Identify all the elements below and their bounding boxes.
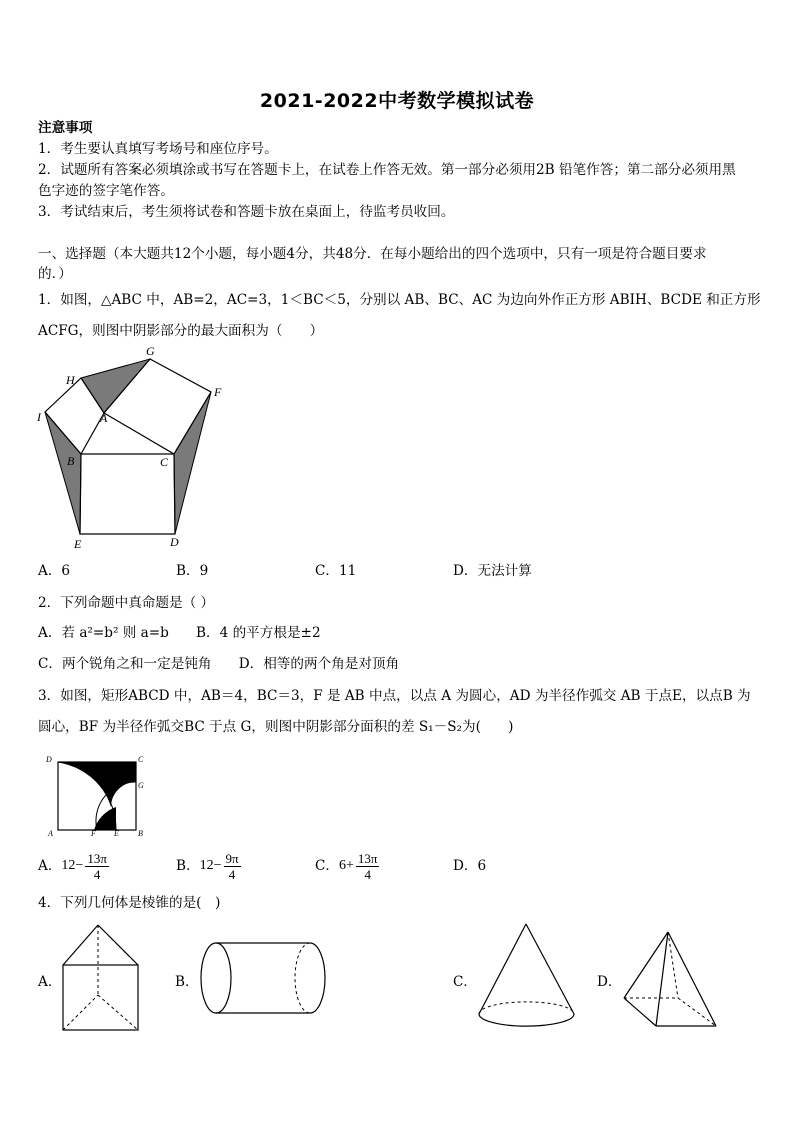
q4-prism-figure bbox=[58, 920, 144, 1034]
q4-option-a-label: A． bbox=[38, 974, 62, 990]
note-item: 1．考生要认真填写考场号和座位序号。 bbox=[38, 141, 278, 157]
q3-option-c: C． 6+ $\frac{13\pi}{4}$ bbox=[315, 850, 378, 882]
q3-option-b: B． 12− $\frac{9\pi}{4}$ bbox=[176, 850, 239, 882]
q1-stem-cont: ACFG，则图中阴影部分的最大面积为（ ） bbox=[38, 323, 324, 339]
q4-pyramid-figure bbox=[618, 926, 722, 1032]
fig-label: A bbox=[100, 411, 108, 425]
note-item: 色字迹的签字笔作答。 bbox=[38, 183, 174, 199]
fig-label: B bbox=[67, 454, 75, 468]
q3-figure bbox=[44, 752, 148, 838]
q4-stem: 4．下列几何体是棱锥的是( ) bbox=[38, 895, 221, 911]
q1-option-d: D．无法计算 bbox=[453, 563, 532, 579]
notes-heading: 注意事项 bbox=[38, 120, 93, 136]
q1-option-b: B．9 bbox=[176, 563, 209, 579]
fig-label: H bbox=[66, 373, 75, 387]
q1-option-a: A．6 bbox=[38, 563, 71, 579]
q3-option-d: D．6 bbox=[453, 858, 487, 874]
q4-cone-figure bbox=[474, 920, 580, 1032]
q4-option-d-label: D． bbox=[597, 974, 622, 990]
fig-label: E bbox=[74, 537, 82, 551]
q1-option-c: C．11 bbox=[315, 563, 357, 579]
fig-label: F bbox=[214, 385, 222, 399]
fig-label: G bbox=[138, 781, 144, 790]
section-heading: 一、选择题（本大题共12个小题，每小题4分，共48分．在每小题给出的四个选项中，只有一项是符合题目要求 bbox=[38, 246, 707, 262]
q4-option-b-label: B． bbox=[175, 974, 199, 990]
fig-label: B bbox=[138, 829, 143, 838]
q2-stem: 2．下列命题中真命题是（ ） bbox=[38, 595, 215, 611]
q3-stem-cont: 圆心，BF 为半径作弧交BC 于点 G，则图中阴影部分面积的差 S₁－S₂为( ) bbox=[38, 719, 514, 735]
q4-option-c-label: C． bbox=[453, 974, 477, 990]
note-item: 2．试题所有答案必须填涂或书写在答题卡上，在试卷上作答无效。第一部分必须用2B 铅笔作答；第二部分必须用黑 bbox=[38, 162, 736, 178]
q3-stem: 3．如图，矩形ABCD 中，AB＝4，BC＝3，F 是 AB 中点，以点 A 为圆心，AD 为半径作弧交 AB 于点E，以点B 为 bbox=[38, 688, 751, 704]
fig-label: D bbox=[170, 535, 179, 549]
fig-label: E bbox=[114, 829, 119, 838]
q3-option-a: A． 12− $\frac{13\pi}{4}$ bbox=[38, 850, 107, 882]
page-title: 2021-2022中考数学模拟试卷 bbox=[259, 90, 535, 112]
note-item: 3．考试结束后，考生须将试卷和答题卡放在桌面上，待监考员收回。 bbox=[38, 204, 455, 220]
fig-label: D bbox=[46, 755, 52, 764]
fig-label: G bbox=[146, 344, 155, 358]
q1-stem: 1．如图，△ABC 中，AB=2，AC=3，1＜BC＜5，分别以 AB、BC、AC 为边向外作正方形 ABIH、BCDE 和正方形 bbox=[38, 292, 761, 308]
fig-label: C bbox=[160, 455, 169, 469]
fig-label: F bbox=[91, 829, 96, 838]
q1-figure bbox=[36, 342, 236, 554]
fig-label: C bbox=[138, 755, 144, 764]
q2-options-row2: C．两个锐角之和一定是钝角 D．相等的两个角是对顶角 bbox=[38, 656, 400, 672]
q2-options-row1: A．若 a²=b² 则 a=b B．4 的平方根是±2 bbox=[38, 625, 321, 641]
section-heading-cont: 的．） bbox=[38, 266, 72, 282]
fig-label: I bbox=[37, 410, 41, 424]
q4-cylinder-figure bbox=[198, 938, 328, 1018]
fig-label: A bbox=[48, 829, 53, 838]
